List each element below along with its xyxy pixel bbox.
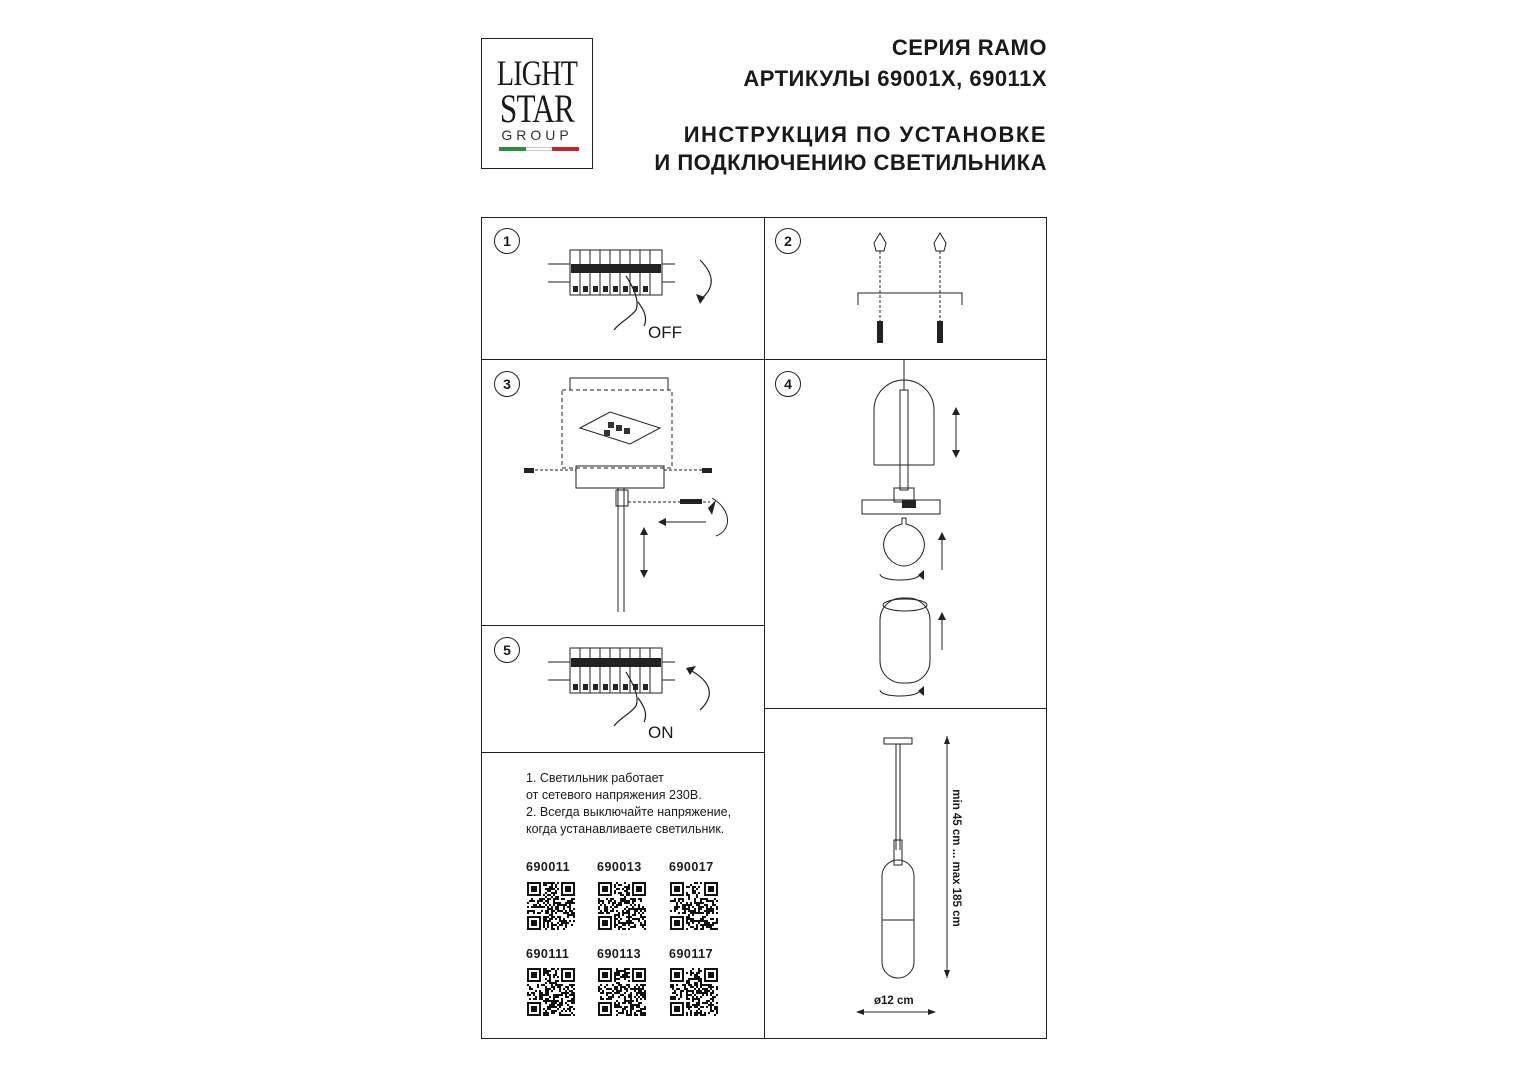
grid-divider-row3-left (481, 752, 765, 753)
series-title: СЕРИЯ RAMO (891, 35, 1047, 60)
note-line-2: от сетевого напряжения 230В. (526, 788, 702, 802)
step-number-3: 3 (494, 371, 520, 397)
logo-text-light: LIGHT (496, 53, 578, 93)
flag-white (526, 147, 553, 151)
step1-breaker-illustration (540, 240, 720, 350)
grid-divider-vertical (764, 217, 765, 1039)
note-line-1: 1. Светильник работает (526, 771, 664, 785)
qr-label-690011: 690011 (526, 860, 571, 874)
step-number-1: 1 (494, 228, 520, 254)
logo-text-group: GROUP (501, 127, 573, 143)
step4-assembly-illustration (850, 360, 980, 705)
note-line-3: 2. Всегда выключайте напряжение, (526, 805, 732, 819)
step2-mounting-illustration (840, 225, 980, 355)
step1-off-label: OFF (648, 323, 682, 342)
qr-code-690011[interactable] (527, 882, 575, 930)
logo-text-star: STAR (499, 86, 575, 131)
flag-green (499, 147, 526, 151)
instruction-title-line1: ИНСТРУКЦИЯ ПО УСТАНОВКЕ (683, 122, 1047, 147)
grid-divider-row2-left (481, 625, 765, 626)
qr-label-690111: 690111 (526, 947, 570, 961)
qr-label-690017: 690017 (669, 860, 714, 874)
step-number-2: 2 (775, 228, 801, 254)
step-number-4: 4 (775, 371, 801, 397)
qr-code-690017[interactable] (670, 882, 718, 930)
safety-notes (526, 770, 756, 838)
qr-code-690013[interactable] (598, 882, 646, 930)
qr-code-690117[interactable] (670, 968, 718, 1016)
qr-label-690113: 690113 (597, 947, 642, 961)
italian-flag-stripe (499, 147, 579, 151)
step-number-5: 5 (494, 637, 520, 663)
article-numbers: АРТИКУЛЫ 69001X, 69011X (743, 66, 1047, 91)
qr-label-690117: 690117 (669, 947, 714, 961)
step5-breaker-illustration (540, 640, 720, 740)
flag-red (552, 147, 579, 151)
step5-on-label: ON (648, 723, 674, 742)
height-dimension-label: min 45 cm ... max 185 cm (950, 789, 962, 927)
step3-connection-illustration (520, 370, 750, 620)
instruction-title-line2: И ПОДКЛЮЧЕНИЮ СВЕТИЛЬНИКА (654, 150, 1047, 175)
brand-logo (481, 38, 593, 169)
diameter-dimension-label: ø12 cm (874, 995, 914, 1007)
qr-code-690113[interactable] (598, 968, 646, 1016)
grid-divider-row2-right (764, 708, 1047, 709)
note-line-4: когда устанавливаете светильник. (526, 822, 725, 836)
qr-code-690111[interactable] (527, 968, 575, 1016)
qr-label-690013: 690013 (597, 860, 642, 874)
